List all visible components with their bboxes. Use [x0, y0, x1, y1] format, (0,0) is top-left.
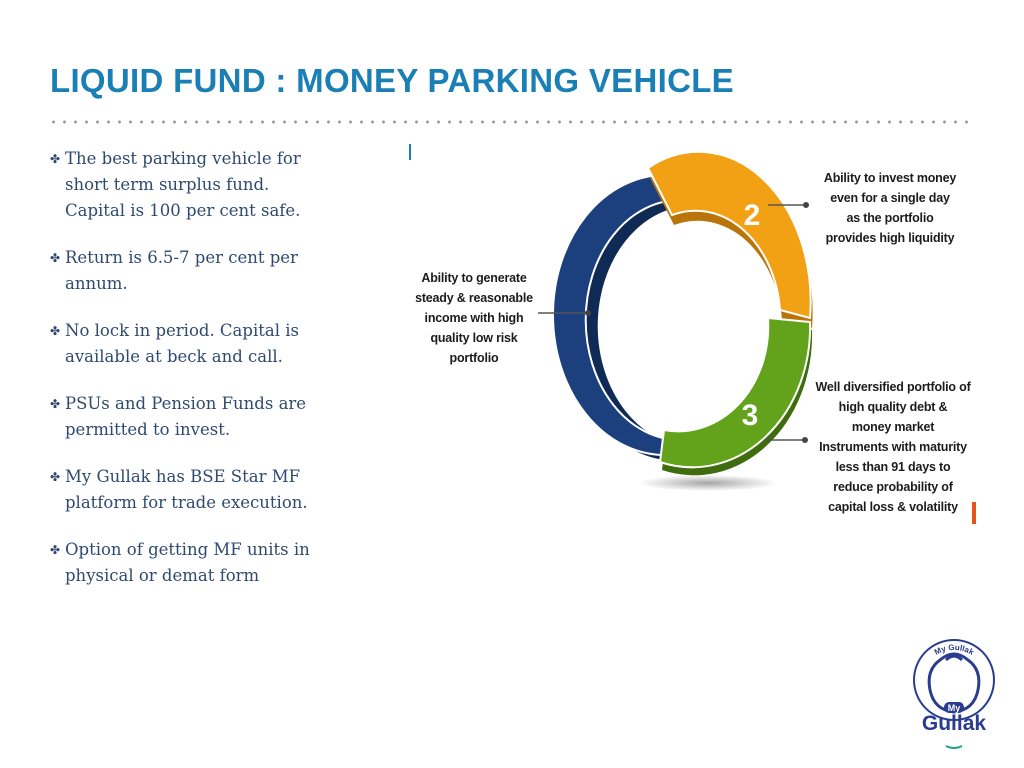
four-point-cross-bullet-icon: ✤: [50, 397, 61, 411]
callout-1: Ability to generate steady & reasonable income with high quality low risk portfolio: [415, 271, 533, 365]
bullet-item: [50, 318, 370, 370]
logo-swoosh: [946, 746, 962, 748]
bullet-text: Return is 6.5-7 per cent per annum.: [65, 248, 298, 293]
bullet-text: PSUs and Pension Funds are permitted to invest.: [65, 394, 307, 439]
slide-title: LIQUID FUND : MONEY PARKING VEHICLE: [50, 62, 734, 99]
bullet-text: Option of getting MF units in physical or demat form: [65, 540, 310, 585]
segment-3: [660, 318, 810, 467]
segment-2-number: 2: [743, 199, 761, 232]
logo-ring-text: My Gullak: [932, 642, 976, 657]
bullet-item: [50, 537, 370, 589]
four-point-cross-bullet-icon: ✤: [50, 251, 61, 265]
logo-badge-text: My: [947, 703, 961, 713]
my-gullak-logo: [906, 626, 1002, 752]
connector-dot-1: [585, 310, 591, 316]
connector-dot-2: [803, 202, 809, 208]
four-point-cross-bullet-icon: ✤: [50, 470, 61, 484]
callout-2: Ability to invest money even for a single day as the portfolio provides high liquidity: [823, 171, 957, 245]
accent-bar: [972, 502, 976, 524]
bullet-text: No lock in period. Capital is available at beck and call.: [65, 321, 299, 366]
bullet-item: [50, 391, 370, 443]
segment-2: [648, 152, 811, 318]
four-point-cross-bullet-icon: ✤: [50, 324, 61, 338]
callout-3: Well diversified portfolio of high quality debt & money market Instruments with maturity less than 91 days to reduce probability of capital loss & volatility: [815, 380, 971, 514]
bullet-item: [50, 245, 370, 297]
bullet-item: [50, 146, 370, 224]
ring-shadow: [638, 475, 778, 491]
logo-wordmark: Gullak: [921, 712, 987, 735]
four-point-cross-bullet-icon: ✤: [50, 152, 61, 166]
dotted-divider: [48, 118, 973, 126]
bullet-item: [50, 464, 370, 516]
bullet-text: The best parking vehicle for short term surplus fund. Capital is 100 per cent safe.: [65, 149, 301, 220]
four-point-cross-bullet-icon: ✤: [50, 543, 61, 557]
segment-3-number: 3: [741, 399, 759, 432]
bullet-list: [50, 146, 370, 610]
bullet-text: My Gullak has BSE Star MF platform for trade execution.: [65, 467, 308, 512]
segment-1-number: 1: [615, 296, 633, 329]
